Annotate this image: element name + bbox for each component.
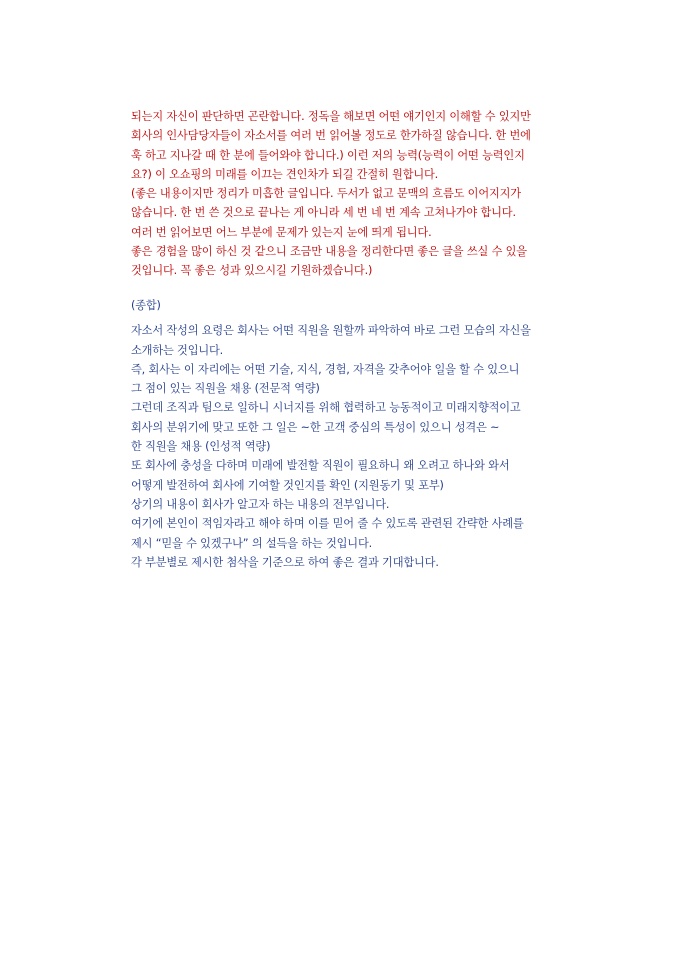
text-line: 것입니다. 꼭 좋은 성과 있으시길 기원하겠습니다.) [131,264,373,278]
text-line: 제시 “믿을 수 있겠구나” 의 설득을 하는 것입니다. [131,536,373,550]
summary-heading: (종합) [131,299,161,312]
text-line: 그런데 조직과 팀으로 일하니 시너지를 위해 협력하고 능동적이고 미래지향적이고 [131,401,521,415]
text-line: 각 부분별로 제시한 첨삭을 기준으로 하여 좋은 결과 기대합니다. [131,555,439,569]
text-line: (좋은 내용이지만 정리가 미흡한 글입니다. 두서가 없고 문맥의 흐름도 이어지지가 [131,187,521,201]
text-line: 요?) 이 오쇼핑의 미래를 이끄는 견인차가 되길 간절히 원합니다. [131,167,439,181]
text-line: 그 점이 있는 직원을 채용 (전문적 역량) [131,382,320,396]
text-line: 훅 하고 지나갈 때 한 분에 들어와야 합니다.) 이런 저의 능력(능력이 어떤 능력인지 [131,148,525,162]
text-line: 또 회사에 충성을 다하며 미래에 발전할 직원이 필요하니 왜 오려고 하나와 와서 [131,459,510,473]
text-line: 한 직원을 채용 (인성적 역량) [131,440,271,454]
summary-section [131,296,587,572]
text-line: 자소서 작성의 요령은 회사는 어떤 직원을 원할까 파악하여 바로 그런 모습의 자신을 [131,324,531,338]
text-line: 여기에 본인이 적임자라고 해야 하며 이를 믿어 줄 수 있도록 관련된 간략한 사례를 [131,517,524,531]
text-line: 상기의 내용이 회사가 알고자 하는 내용의 전부입니다. [131,497,390,511]
text-line: 즉, 회사는 이 자리에는 어떤 기술, 지식, 경험, 자격을 갖추어야 일을 할 수 있으니 [131,362,520,376]
text-line: 여러 번 읽어보면 어느 부분에 문제가 있는지 눈에 띄게 됩니다. [131,225,432,239]
text-line: 회사의 인사담당자들이 자소서를 여러 번 읽어볼 정도로 한가하질 않습니다. 한 번에 [131,129,531,143]
text-line: 좋은 경험을 많이 하신 것 같으니 조금만 내용을 정리한다면 좋은 글을 쓰실 수 있을 [131,245,527,259]
correction-paragraph [131,107,587,281]
text-line: 않습니다. 한 번 쓴 것으로 끝나는 게 아니라 세 번 네 번 계속 고쳐나가야 합니다. [131,206,516,220]
text-line: 되는지 자신이 판단하면 곤란합니다. 정독을 해보면 어떤 얘기인지 이해할 수 있지만 [131,110,531,123]
text-line: 회사의 분위기에 맞고 또한 그 일은 ~한 고객 중심의 특성이 있으니 성격은 ~ [131,420,500,434]
text-line: 어떻게 발전하여 회사에 기여할 것인지를 확인 (지원동기 및 포부) [131,478,444,492]
text-line: 소개하는 것입니다. [131,343,224,357]
